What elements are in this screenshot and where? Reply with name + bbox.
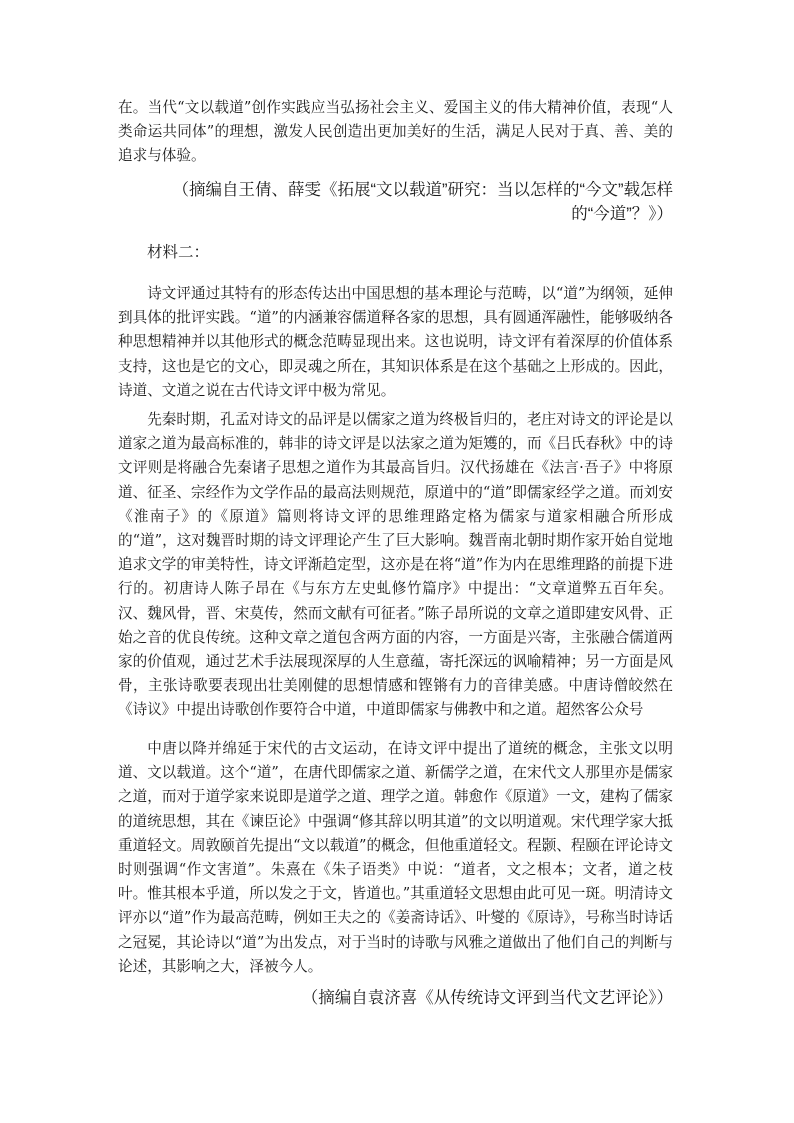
body-paragraph-2: 先秦时期，孔孟对诗文的品评是以儒家之道为终极旨归的，老庄对诗文的评论是以道家之道为最高标准的，韩非的诗文评是以法家之道为矩矱的，而《吕氏春秋》中的诗文评则是将融合先秦诸子思想之道作为其最高旨归。汉代扬雄在《法言·吾子》中将原道、征圣、宗经作为文学作品的最高法则规范，原道中的“道”即儒家经学之道。而刘安《淮南子》的《原道》篇则将诗文评的思维理路定格为儒家与道家相融合所形成的“道”，这对魏晋时期的诗文评理论产生了巨大影响。魏晋南北朝时期作家开始自觉地追求文学的审美特性，诗文评渐趋定型，这亦是在将“道”作为内在思维理路的前提下进行的。初唐诗人陈子昂在《与东方左史虬修竹篇序》中提出：“文章道弊五百年矣。汉、魏风骨，晋、宋莫传，然而文献有可征者。”陈子昂所说的文章之道即建安风骨、正始之音的优良传统。这种文章之道包含两方面的内容，一方面是兴寄，主张融合儒道两家的价值观，通过艺术手法展现深厚的人生意蕴，寄托深远的讽喻精神；另一方面是风骨，主张诗歌要表现出壮美刚健的思想情感和铿锵有力的音律美感。中唐诗僧皎然在《诗议》中提出诗歌创作要符合中道，中道即儒家与佛教中和之道。超然客公众号 — [118, 411, 673, 719]
intro-paragraph: 在。当代“文以载道”创作实践应当弘扬社会主义、爱国主义的伟大精神价值，表现“人类命运共同体”的理想，激发人民创造出更加美好的生活，满足人民对于真、善、美的追求与体验。 — [118, 99, 673, 165]
source-citation-two: （摘编自袁济喜《从传统诗文评到当代文艺评论》） — [301, 989, 673, 1007]
source-citation-one: （摘编自王倩、薛雯《拓展“文以载道”研究：当以怎样的“今文”载怎样的“今道”？》） — [172, 181, 673, 223]
material-two-heading: 材料二： — [147, 244, 210, 261]
body-paragraph-3: 中唐以降并绵延于宋代的古文运动，在诗文评中提出了道统的概念，主张文以明道、文以载道。这个“道”，在唐代即儒家之道、新儒学之道，在宋代文人那里亦是儒家之道，而对于道学家来说即是道学之道、理学之道。韩愈作《原道》一文，建构了儒家的道统思想，其在《谏臣论》中强调“修其辞以明其道”的文以明道观。宋代理学家大抵重道轻文。周敦颐首先提出“文以载道”的概念，但他重道轻文。程颢、程颐在评论诗文时则强调“作文害道”。朱熹在《朱子语类》中说：“道者，文之根本；文者，道之枝叶。惟其根本乎道，所以发之于文，皆道也。”其重道轻文思想由此可见一斑。明清诗文评亦以“道”作为最高范畴，例如王夫之的《姜斋诗话》、叶燮的《原诗》，号称当时诗话之冠冕，其论诗以“道”为出发点，对于当时的诗歌与风雅之道做出了他们自己的判断与论述，其影响之大，泽被今人。 — [118, 740, 673, 975]
body-paragraph-1: 诗文评通过其特有的形态传达出中国思想的基本理论与范畴，以“道”为纲领，延伸到具体的批评实践。“道”的内涵兼容儒道释各家的思想，具有圆通浑融性，能够吸纳各种思想精神并以其他形式的概念范畴显现出来。这也说明，诗文评有着深厚的价值体系支持，这也是它的文心，即灵魂之所在，其知识体系是在这个基础之上形成的。因此，诗道、文道之说在古代诗文评中极为常见。 — [118, 285, 673, 399]
